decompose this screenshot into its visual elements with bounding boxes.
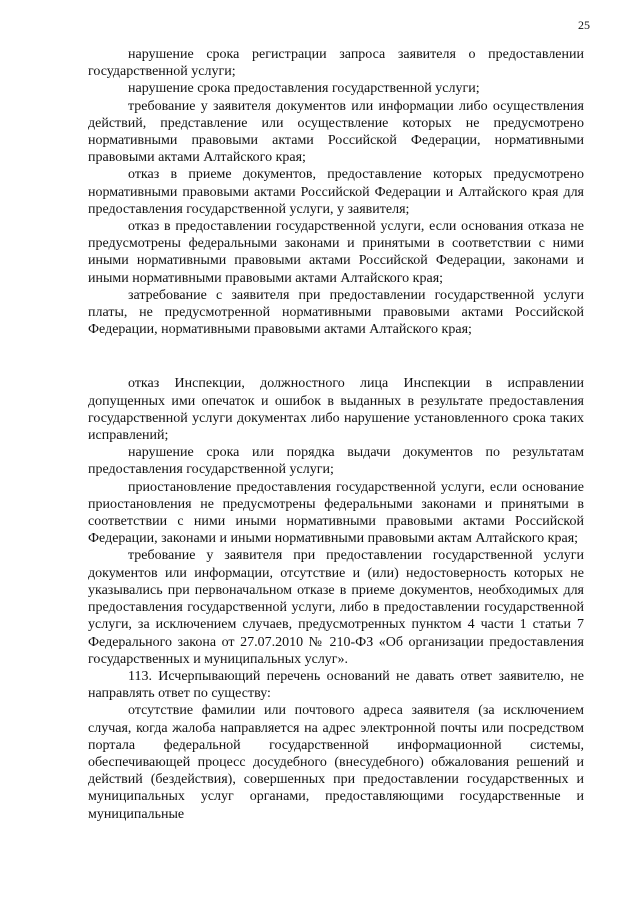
- paragraph: требование у заявителя документов или информации либо осуществления действий, представление или осуществление которых не предусмотрено нормативными правовыми актами Российской Федерации, нормативными правовыми актами Алтайского края;: [88, 98, 584, 166]
- paragraph: приостановление предоставления государственной услуги, если основание приостановления не предусмотрены федеральными законами и принятыми в соответствии с ними иными нормативными правовыми актами Российской Федерации, законами и иными нормативными правовыми актам Алтайского края;: [88, 479, 584, 547]
- paragraph: отсутствие фамилии или почтового адреса заявителя (за исключением случая, когда жалоба направляется на адрес электронной почты или посредством портала федеральной государственной информационной системы, обеспечивающей процесс досудебного (внесудебного) обжалования решений и действий (бездействия), совершенных при предоставлении государственных и муниципальных услуг органами, предоставляющими государственные и муниципальные: [88, 703, 584, 822]
- paragraph: нарушение срока регистрации запроса заявителя о предоставлении государственной услуги;: [88, 47, 584, 80]
- paragraph: 113. Исчерпывающий перечень оснований не давать ответ заявителю, не направлять ответ по существу:: [88, 668, 584, 702]
- paragraph: нарушение срока или порядка выдачи документов по результатам предоставления государственной услуги;: [88, 445, 584, 478]
- paragraph: затребование с заявителя при предоставлении государственной услуги платы, не предусмотренной нормативными правовыми актами Российской Федерации, нормативными правовыми актами Алтайского края;: [88, 287, 584, 338]
- paragraph: отказ в предоставлении государственной услуги, если основания отказа не предусмотрены федеральными законами и принятыми в соответствии с ними иными нормативными правовыми актами Российской Федерации, законами и иными нормативными правовыми актами Алтайского края;: [88, 219, 584, 286]
- blank-gap: [88, 338, 584, 375]
- paragraph: отказ Инспекции, должностного лица Инспекции в исправлении допущенных ими опечаток и ошибок в выданных в результате предоставления государственной услуги документах либо нарушение установленного срока таких исправлений;: [88, 376, 584, 444]
- page-number: 25: [578, 18, 590, 32]
- paragraph: требование у заявителя при предоставлении государственной услуги документов или информации, отсутствие и (или) недостоверность которых не указывались при первоначальном отказе в приеме документов, необходимых для предоставления государственной услуги, либо в предоставлении государственной услуги, за исключением случаев, предусмотренных пунктом 4 части 1 статьи 7 Федерального закона от 27.07.2010 № 210-ФЗ «Об организации предоставления государственных и муниципальных услуг».: [88, 548, 584, 667]
- paragraph: отказ в приеме документов, предоставление которых предусмотрено нормативными правовыми актами Российской Федерации и Алтайского края для предоставления государственной услуги, у заявителя;: [88, 167, 584, 217]
- paragraph: нарушение срока предоставления государственной услуги;: [128, 81, 480, 97]
- document-body: [88, 46, 584, 823]
